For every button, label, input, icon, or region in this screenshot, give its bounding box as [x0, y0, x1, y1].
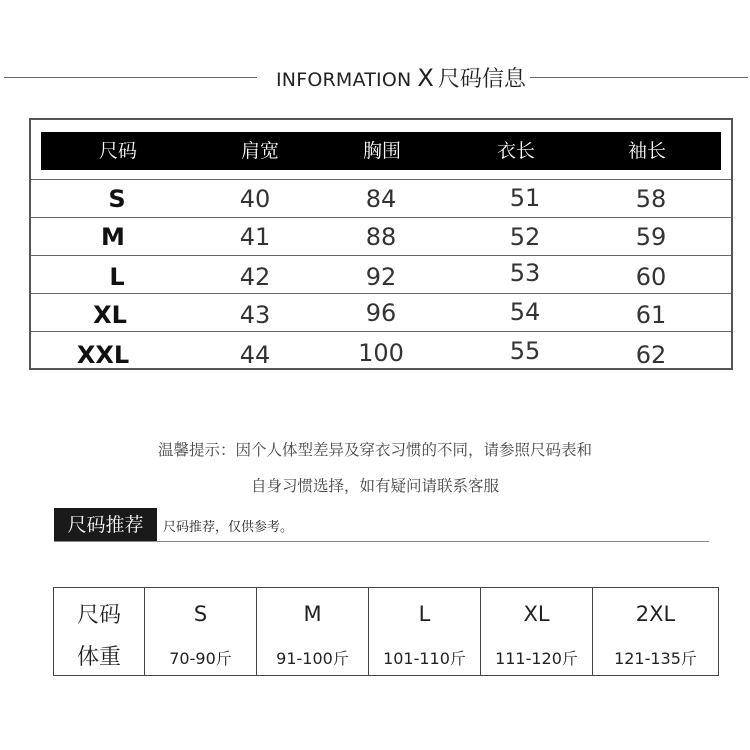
- size-recommend-note: 尺码推荐，仅供参考。: [163, 520, 294, 535]
- title-english: INFORMATION: [276, 69, 412, 91]
- row-sleeve: 58: [635, 185, 667, 213]
- weight-col-range: 91-100斤: [276, 649, 349, 668]
- weight-col-size: M: [303, 602, 322, 626]
- row-shoulder: 44: [239, 341, 271, 369]
- row-shoulder: 43: [239, 301, 271, 329]
- row-sleeve: 62: [635, 341, 667, 369]
- row-chest: 88: [365, 223, 397, 251]
- weight-col-range: 70-90斤: [169, 649, 232, 668]
- weight-col-range: 111-120斤: [495, 649, 578, 668]
- row-chest: 100: [358, 339, 404, 367]
- header-size: 尺码: [98, 140, 137, 162]
- recommend-underline: [54, 541, 709, 542]
- row-length: 54: [509, 298, 541, 326]
- row-size: XL: [93, 301, 127, 329]
- row-shoulder: 40: [239, 185, 271, 213]
- row-chest: 96: [365, 299, 397, 327]
- row-length: 55: [509, 337, 541, 365]
- weight-col-size: XL: [523, 602, 550, 626]
- row-size: M: [101, 223, 125, 251]
- title-rule-right: [530, 77, 748, 78]
- row-sleeve: 61: [635, 301, 667, 329]
- weight-recommend-table: [53, 587, 719, 676]
- header-chest: 胸围: [362, 140, 401, 162]
- row-size: S: [108, 185, 126, 213]
- row-size: XXL: [76, 341, 130, 369]
- label-size: 尺码: [76, 603, 121, 628]
- title-chinese: 尺码信息: [437, 67, 526, 92]
- header-shoulder: 肩宽: [240, 140, 279, 162]
- header-sleeve: 袖长: [627, 140, 666, 162]
- tip-line-1: 温馨提示：因个人体型差异及穿衣习惯的不同，请参照尺码表和: [157, 441, 592, 459]
- title-separator: X: [417, 64, 434, 92]
- page-title: [276, 62, 526, 98]
- row-chest: 92: [365, 263, 397, 291]
- weight-col-range: 121-135斤: [614, 649, 697, 668]
- tip-line-2: 自身习惯选择，如有疑问请联系客服: [250, 477, 499, 495]
- weight-col-size: S: [193, 602, 208, 626]
- size-recommend-badge: 尺码推荐: [54, 508, 157, 542]
- row-size: L: [109, 263, 125, 291]
- weight-col-range: 101-110斤: [383, 649, 466, 668]
- row-length: 53: [509, 259, 541, 287]
- weight-col-size: 2XL: [635, 602, 676, 626]
- size-chart-header-row: [41, 132, 721, 170]
- row-sleeve: 59: [635, 223, 667, 251]
- row-shoulder: 41: [239, 223, 271, 251]
- row-length: 52: [509, 223, 541, 251]
- row-chest: 84: [365, 185, 397, 213]
- label-weight: 体重: [76, 645, 121, 670]
- header-length: 衣长: [496, 140, 535, 162]
- size-chart-table: [29, 118, 733, 370]
- weight-col-size: L: [418, 602, 431, 626]
- title-rule-left: [4, 77, 257, 78]
- row-shoulder: 42: [239, 263, 271, 291]
- row-length: 51: [509, 184, 541, 212]
- row-sleeve: 60: [635, 263, 667, 291]
